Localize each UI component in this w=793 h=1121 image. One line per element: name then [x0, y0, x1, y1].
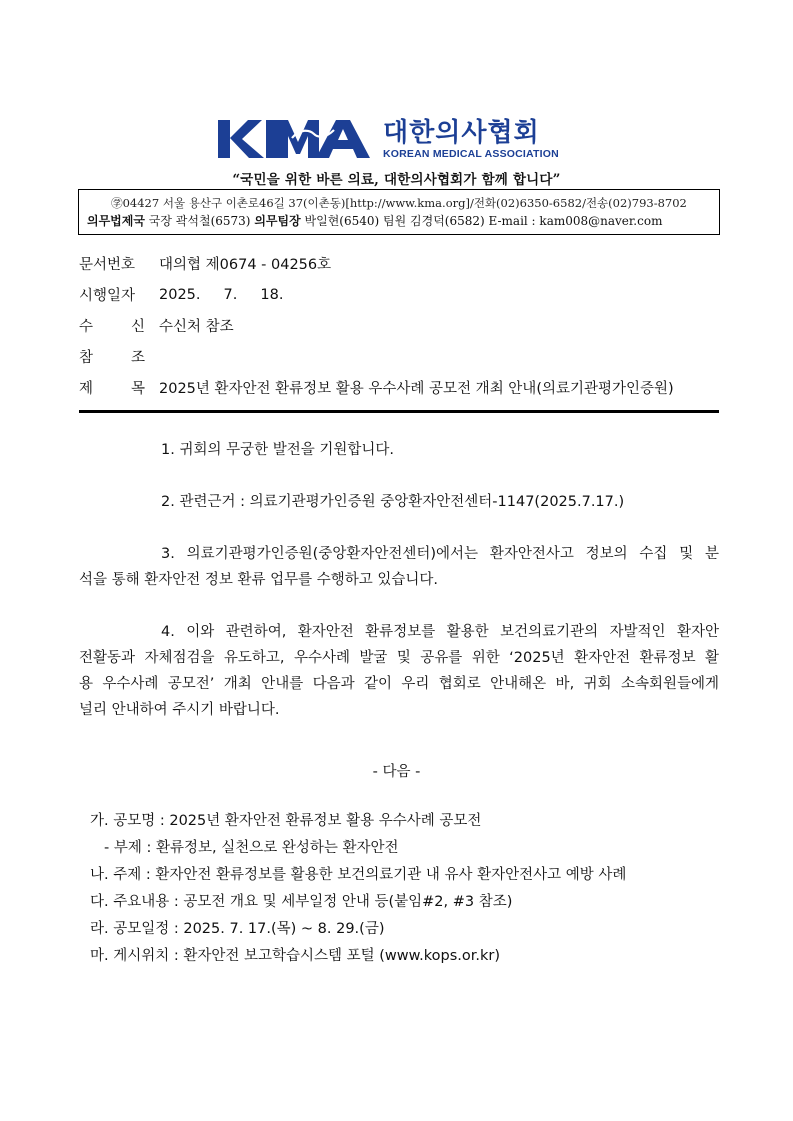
recipient-label-2: 신 — [130, 319, 145, 335]
team-label: 의무팀장 — [254, 214, 301, 228]
paragraph-4 — [79, 619, 719, 723]
logo-english-name: KOREAN MEDICAL ASSOCIATION — [383, 148, 559, 160]
date-value: 2025. 7. 18. — [159, 286, 284, 303]
list-item: 다. 주요내용 : 공모전 개요 및 세부일정 안내 등(붙임#2, #3 참조) — [90, 894, 513, 910]
contact-box — [78, 189, 720, 235]
date-label: 시행일자 — [79, 288, 136, 304]
slogan: “국민을 위한 바른 의료, 대한의사협회가 함께 합니다” — [232, 172, 561, 188]
staff-line — [87, 212, 711, 231]
list-item: 나. 주제 : 환자안전 환류정보를 활용한 보건의료기관 내 유사 환자안전사고 예방 사례 — [90, 867, 627, 883]
dept-text: 국장 곽석철(6573) — [148, 214, 251, 228]
paragraph-4-line-2: 전활동과 자체점검을 유도하고, 우수사례 발굴 및 공유를 위한 ‘2025년 환자안전 환류정보 활 — [79, 650, 719, 666]
subject-label-2: 목 — [130, 381, 145, 397]
paragraph-4-line-3: 용 우수사례 공모전’ 개최 안내를 다음과 같이 우리 협회로 안내해온 바, 귀회 소속회원들에게 — [79, 676, 719, 692]
recipient-label-1: 수 — [79, 319, 94, 335]
kma-logo-mark — [218, 118, 380, 160]
dept-label: 의무법제국 — [87, 214, 145, 228]
logo-korean-name: 대한의사협회 — [383, 118, 540, 148]
reference-label-1: 참 — [79, 350, 94, 366]
document-body — [79, 437, 719, 749]
team-text: 박일현(6540) 팀원 김경덕(6582) E-mail : kam008@naver.com — [304, 214, 663, 228]
kma-logo — [218, 118, 380, 162]
meta-row-recipient — [79, 310, 719, 341]
paragraph-3-line-1: 3. 의료기관평가인증원(중앙환자안전센터)에서는 환자안전사고 정보의 수집 및 분 — [161, 546, 719, 562]
meta-row-doc-no — [79, 248, 719, 279]
address-line: ㊫04427 서울 용산구 이촌로46길 37(이촌동)[http://www.kma.org]/전화(02)6350-6582/전송(02)793-8702 — [111, 196, 687, 210]
list-item: 마. 게시위치 : 환자안전 보고학습시스템 포털 (www.kops.or.kr) — [90, 948, 501, 964]
recipient-value: 수신처 참조 — [159, 319, 234, 335]
paragraph-3-line-2: 석을 통해 환자안전 정보 환류 업무를 수행하고 있습니다. — [79, 572, 439, 588]
meta-row-reference — [79, 341, 719, 372]
list-item: 가. 공모명 : 2025년 환자안전 환류정보 활용 우수사례 공모전 — [90, 813, 482, 829]
list-item: 라. 공모일정 : 2025. 7. 17.(목) ~ 8. 29.(금) — [90, 921, 385, 937]
paragraph-1: 1. 귀회의 무궁한 발전을 기원합니다. — [161, 442, 394, 458]
kma-logo-text — [383, 118, 573, 160]
subject-label-1: 제 — [79, 381, 94, 397]
details-list — [90, 808, 730, 970]
next-heading: - 다음 - — [372, 764, 421, 780]
paragraph-3 — [79, 541, 719, 593]
doc-no-label: 문서번호 — [79, 257, 136, 273]
paragraph-4-line-4: 널리 안내하여 주시기 바랍니다. — [79, 702, 280, 718]
list-item-sub: - 부제 : 환류정보, 실천으로 완성하는 환자안전 — [104, 840, 399, 856]
paragraph-4-line-1: 4. 이와 관련하여, 환자안전 환류정보를 활용한 보건의료기관의 자발적인 환자안 — [161, 624, 719, 640]
meta-row-date — [79, 279, 719, 310]
paragraph-2: 2. 관련근거 : 의료기관평가인증원 중앙환자안전센터-1147(2025.7.17.) — [161, 494, 625, 510]
recipient-label — [79, 315, 159, 336]
subject-divider — [79, 410, 719, 413]
meta-row-subject — [79, 372, 719, 403]
reference-label-2: 조 — [130, 350, 145, 366]
doc-no-value: 대의협 제0674 - 04256호 — [159, 257, 332, 273]
subject-label — [79, 377, 159, 398]
document-meta — [79, 248, 719, 403]
subject-value: 2025년 환자안전 환류정보 활용 우수사례 공모전 개최 안내(의료기관평가인증원) — [159, 381, 674, 397]
reference-label — [79, 346, 159, 367]
